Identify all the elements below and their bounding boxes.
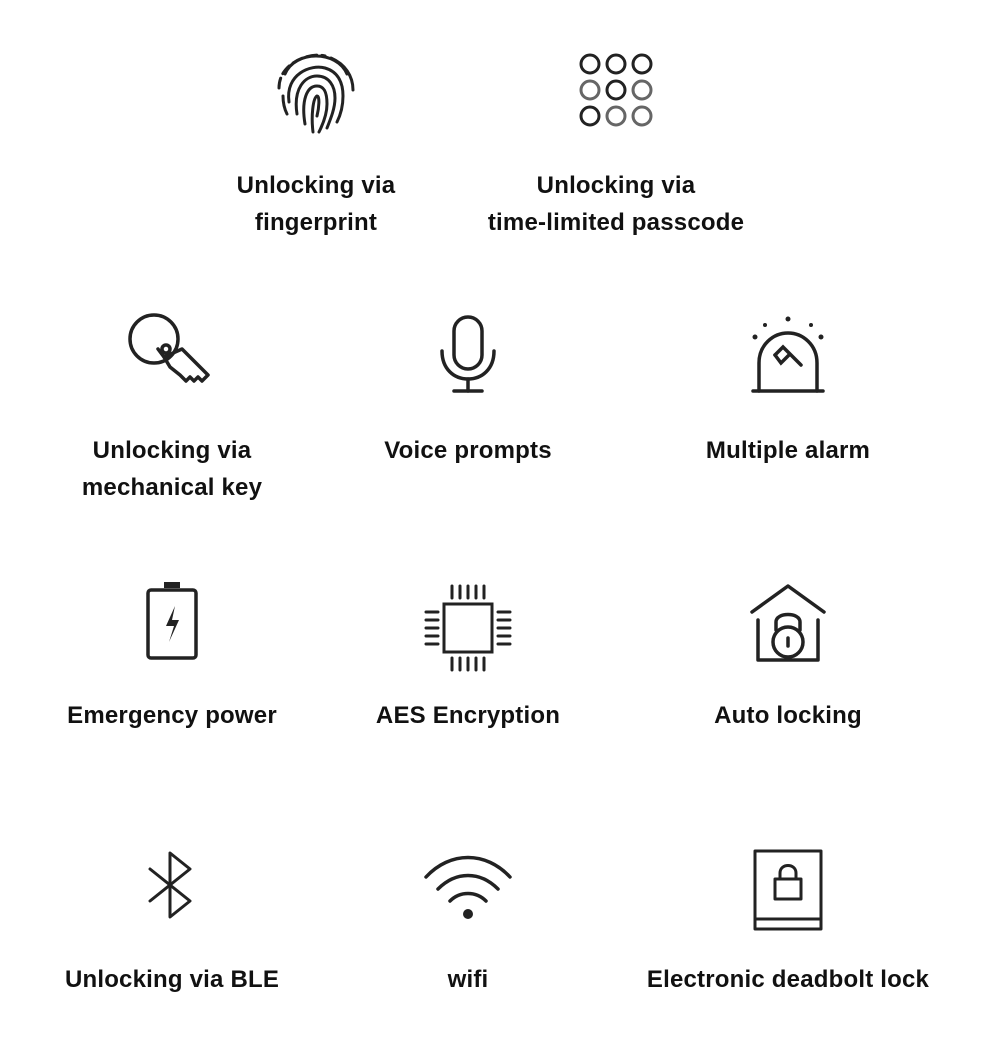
label-line-1: Unlocking via xyxy=(236,172,396,199)
home-lock-icon xyxy=(750,582,826,664)
label-line-2: time-limited passcode xyxy=(487,209,745,236)
label-line-1: Auto locking xyxy=(714,702,862,729)
label-line-2: fingerprint xyxy=(254,209,378,236)
feature-ble xyxy=(12,835,332,1015)
label-voice xyxy=(308,432,628,469)
label-line-1: Unlocking via BLE xyxy=(64,966,280,993)
label-line-1: wifi xyxy=(447,966,489,993)
label-line-1: Electronic deadbolt lock xyxy=(646,966,930,993)
label-line-2: mechanical key xyxy=(81,474,263,501)
feature-passcode xyxy=(456,40,776,250)
label-line-1: Multiple alarm xyxy=(705,437,871,464)
deadbolt-lock-icon xyxy=(753,849,823,931)
key-icon xyxy=(124,309,220,401)
label-mechanical-key xyxy=(12,432,332,506)
feature-wifi xyxy=(308,835,628,1015)
feature-voice xyxy=(308,305,628,515)
feature-aes xyxy=(308,570,628,760)
keypad-icon xyxy=(576,50,656,130)
feature-fingerprint xyxy=(156,40,476,250)
label-aes xyxy=(308,697,628,734)
chip-icon xyxy=(422,582,514,674)
label-line-1: Unlocking via xyxy=(536,172,696,199)
label-line-1: Voice prompts xyxy=(384,437,552,464)
alarm-icon xyxy=(745,315,831,395)
feature-alarm xyxy=(628,305,948,515)
bluetooth-icon xyxy=(146,851,198,919)
label-passcode xyxy=(456,167,776,241)
wifi-icon xyxy=(422,853,514,923)
label-auto-locking xyxy=(628,697,948,734)
label-emergency-power xyxy=(12,697,332,734)
label-line-1: Unlocking via xyxy=(92,437,252,464)
label-alarm xyxy=(628,432,948,469)
feature-mechanical-key xyxy=(12,305,332,515)
feature-deadbolt xyxy=(628,835,948,1015)
battery-icon xyxy=(144,580,200,662)
feature-emergency-power xyxy=(12,570,332,760)
label-line-1: Emergency power xyxy=(67,702,277,729)
label-fingerprint xyxy=(156,167,476,241)
label-line-1: AES Encryption xyxy=(375,702,561,729)
fingerprint-icon xyxy=(271,44,361,136)
feature-auto-locking xyxy=(628,570,948,760)
label-wifi xyxy=(308,961,628,998)
microphone-icon xyxy=(436,313,500,395)
label-ble xyxy=(12,961,332,998)
label-deadbolt xyxy=(628,961,948,998)
